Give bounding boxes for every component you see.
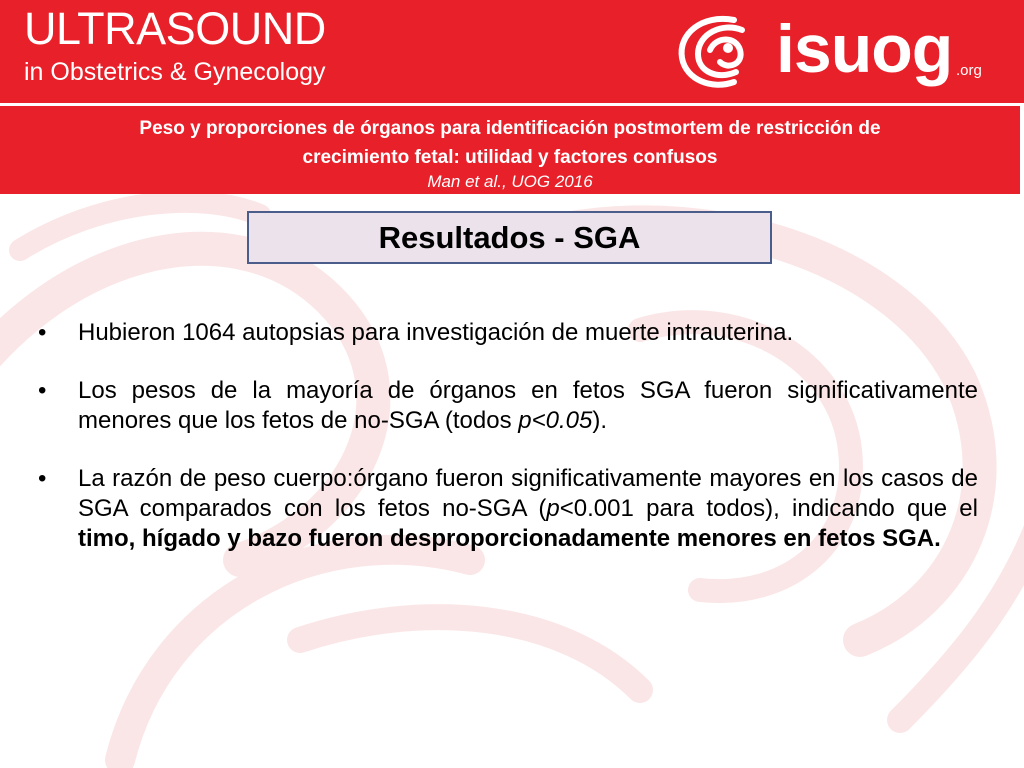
bullet-item-organ-weights [36, 376, 978, 436]
article-title-line-1: Peso y proporciones de órganos para identificación postmortem de restricción de [139, 118, 881, 139]
isuog-logo[interactable] [672, 8, 1002, 98]
bullet-text-emphasis: timo, hígado y bazo fueron desproporcionadamente menores en fetos SGA. [78, 525, 941, 552]
bullet-item-body-organ-ratio [36, 464, 978, 554]
isuog-logo-text: isuog [776, 11, 953, 87]
article-citation: Man et al., UOG 2016 [427, 172, 593, 191]
bullet-marker: • [38, 319, 47, 346]
bullet-item-autopsies [36, 318, 978, 348]
bullet-text: Los pesos de la mayoría de órganos en fetos SGA fueron significativamente menores que los fetos de no-SGA (todos [78, 377, 978, 434]
bullet-text-middle: <0.001 para todos), indicando que el [559, 495, 978, 522]
p-value-threshold: <0.05 [531, 407, 593, 434]
bullet-marker: • [38, 465, 47, 492]
section-title-box [247, 211, 772, 264]
isuog-logo-suffix: .org [956, 62, 982, 79]
article-title-line-2: crecimiento fetal: utilidad y factores confusos [302, 147, 718, 168]
bullet-text: La razón de peso cuerpo:órgano fueron significativamente mayores en los casos de SGA comparados con los fetos no-SGA ( [78, 465, 978, 522]
bullet-marker: • [38, 377, 47, 404]
journal-title: ULTRASOUND [24, 3, 326, 54]
journal-subtitle: in Obstetrics & Gynecology [24, 58, 326, 86]
bullet-text: Hubieron 1064 autopsias para investigación de muerte intrauterina. [78, 319, 794, 346]
isuog-emblem-icon [672, 8, 772, 98]
journal-header [0, 0, 1024, 103]
article-banner [0, 106, 1020, 194]
p-value-symbol: p [518, 407, 532, 434]
article-title [60, 114, 960, 172]
results-bullet-list [36, 318, 978, 582]
section-title: Resultados - SGA [378, 220, 641, 255]
p-value-symbol: p [546, 495, 560, 522]
bullet-text-end: ). [592, 407, 608, 434]
